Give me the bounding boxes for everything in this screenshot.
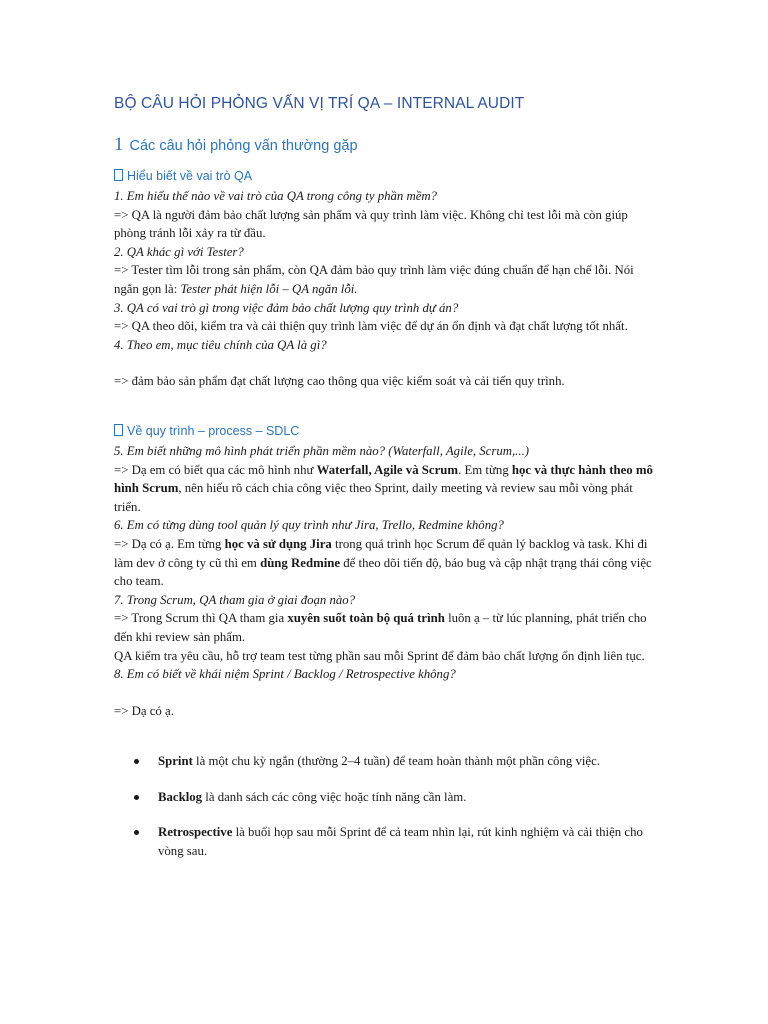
definition-list (114, 752, 659, 877)
answer-bold: Waterfall, Agile và Scrum (316, 462, 459, 477)
term: Backlog (158, 789, 203, 804)
missing-glyph-icon (114, 424, 123, 436)
question: 3. QA có vai trò gì trong việc đảm bảo chất lượng quy trình dự án? (114, 300, 459, 315)
answer-bold: xuyên suốt toàn bộ quá trình (287, 611, 445, 626)
answer-text: . Em từng (458, 462, 512, 477)
answer: => QA theo dõi, kiểm tra và cải thiện quy trình làm việc để dự án ổn định và đạt chất lượng tốt nhất. (114, 319, 628, 334)
answer: => đảm bảo sản phẩm đạt chất lượng cao thông qua việc kiểm soát và cải tiến quy trình. (114, 374, 565, 389)
list-item (114, 752, 659, 771)
answer-text: để theo dõi tiến độ, báo bug và cập nhật trạng thái công việc cho team. (114, 555, 652, 589)
answer-text: => Dạ em có biết qua các mô hình như (114, 462, 317, 477)
answer-text: trong quá trình học Scrum để quản lý backlog và task. Khi đi làm dev ở công ty cũ thì em (114, 536, 648, 570)
process-block (114, 442, 659, 720)
answer-bold: học và sử dụng Jira (224, 536, 332, 551)
question: 1. Em hiểu thế nào về vai trò của QA trong công ty phần mềm? (114, 189, 438, 203)
subsection-heading-role (114, 169, 252, 183)
answer (114, 461, 659, 517)
answer-text: => Trong Scrum thì QA tham gia (114, 611, 288, 626)
question: 2. QA khác gì với Tester? (114, 244, 244, 259)
answer-text: luôn ạ – từ lúc planning, phát triển cho đến khi review sản phẩm. (114, 611, 647, 644)
answer (114, 261, 659, 298)
term: Retrospective (158, 825, 233, 840)
spacer (114, 354, 659, 372)
bullet-icon (134, 830, 139, 835)
subsection-title: Hiểu biết về vai trò QA (127, 169, 253, 183)
question: 6. Em có từng dùng tool quản lý quy trình như Jira, Trello, Redmine không? (114, 518, 504, 533)
list-item (114, 788, 659, 807)
answer (114, 535, 659, 591)
document-title: BỘ CÂU HỎI PHỎNG VẤN VỊ TRÍ QA – INTERNAL AUDIT (114, 95, 525, 112)
term: Sprint (158, 754, 193, 768)
answer-text: , nên hiểu rõ cách chia công việc theo Sprint, daily meeting và review sau mỗi vòng phát triển. (114, 481, 633, 514)
spacer (114, 684, 659, 702)
subsection-heading-process (114, 424, 299, 438)
question: 8. Em có biết về khái niệm Sprint / Backlog / Retrospective không? (114, 667, 456, 682)
answer: QA kiểm tra yêu cầu, hỗ trợ team test từng phần sau mỗi Sprint để đảm bảo chất lượng ổn định liên tục. (114, 648, 645, 663)
subsection-title: Về quy trình – process – SDLC (127, 424, 300, 438)
definition: là danh sách các công việc hoặc tính năng cần làm. (202, 789, 467, 804)
bullet-icon (134, 759, 139, 764)
question: 4. Theo em, mục tiêu chính của QA là gì? (114, 337, 327, 352)
section-number: 1 (114, 134, 124, 155)
missing-glyph-icon (114, 169, 123, 181)
question: 7. Trong Scrum, QA tham gia ở giai đoạn nào? (114, 592, 356, 607)
answer: => Dạ có ạ. (114, 703, 174, 718)
answer-bold: dùng Redmine (260, 555, 341, 570)
section-title: Các câu hỏi phỏng vấn thường gặp (129, 138, 358, 154)
section-heading (114, 134, 358, 156)
definition: là một chu kỳ ngắn (thường 2–4 tuần) để team hoàn thành một phần công việc. (192, 754, 600, 768)
question: 5. Em biết những mô hình phát triển phần mềm nào? (Waterfall, Agile, Scrum,...) (114, 444, 530, 458)
bullet-icon (134, 795, 139, 800)
answer-text: => Tester tìm lỗi trong sản phẩm, còn QA đảm bảo quy trình làm việc đúng chuẩn để hạn chế lỗi. Nói ngắn gọn là: (114, 263, 634, 296)
answer-bold: học và thực hành theo mô hình Scrum (114, 462, 653, 496)
answer-emphasis: Tester phát hiện lỗi – QA ngăn lỗi. (180, 281, 358, 296)
answer-text: => Dạ có ạ. Em từng (114, 536, 225, 551)
answer: => QA là người đảm bảo chất lượng sản phẩm và quy trình làm việc. Không chỉ test lỗi mà còn giúp phòng tránh lỗi xảy ra từ đầu. (114, 207, 628, 241)
definition: là buổi họp sau mỗi Sprint để cả team nhìn lại, rút kinh nghiệm và cải thiện cho vòng sau. (158, 825, 643, 858)
answer (114, 609, 659, 646)
list-item (114, 823, 659, 860)
qa-role-block (114, 187, 659, 391)
